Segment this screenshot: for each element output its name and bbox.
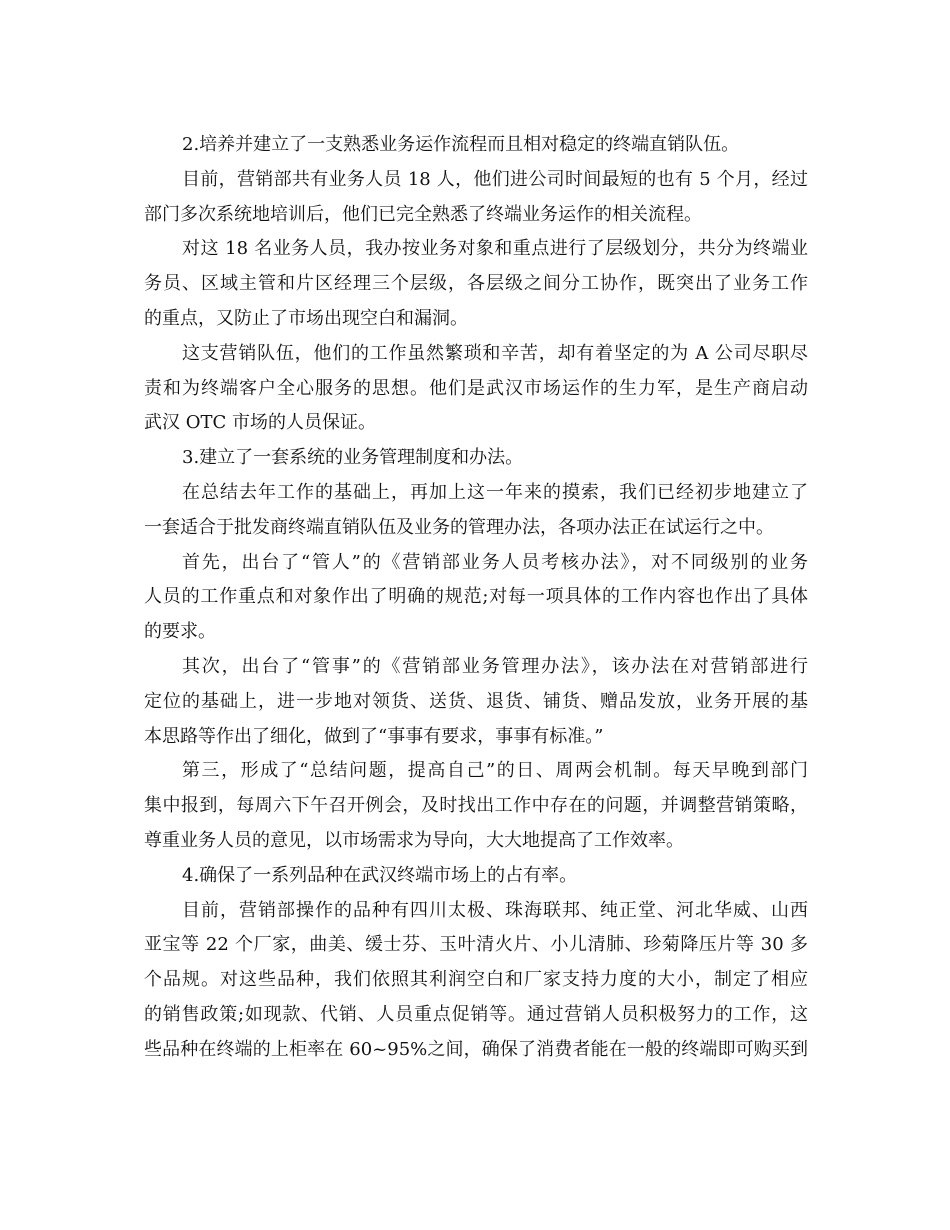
- paragraph-line: 这支营销队伍，他们的工作虽然繁琐和辛苦，却有着坚定的为 A 公司尽职尽: [182, 342, 808, 364]
- paragraph-line: 人员的工作重点和对象作出了明确的规范;对每一项具体的工作内容也作出了具体: [144, 586, 808, 608]
- section-heading-2: 2.培养并建立了一支熟悉业务运作流程而且相对稳定的终端直销队伍。: [182, 134, 740, 155]
- paragraph-line: 目前，营销部共有业务人员 18 人，他们进公司时间最短的也有 5 个月，经过: [182, 168, 808, 190]
- section-heading-4: 4.确保了一系列品种在武汉终端市场上的占有率。: [182, 864, 578, 886]
- paragraph-line: 其次，出台了“管事”的《营销部业务管理办法》，该办法在对营销部进行: [182, 655, 808, 677]
- paragraph-line: 的销售政策;如现款、代销、人员重点促销等。通过营销人员积极努力的工作，这: [144, 1003, 808, 1025]
- paragraph-line: 尊重业务人员的意见，以市场需求为导向，大大地提高了工作效率。: [144, 829, 684, 851]
- paragraph-line: 集中报到，每周六下午召开例会，及时找出工作中存在的问题，并调整营销策略，: [144, 795, 808, 817]
- paragraph-line: 务员、区域主管和片区经理三个层级，各层级之间分工协作，既突出了业务工作: [144, 273, 808, 295]
- paragraph-line: 的重点，又防止了市场出现空白和漏洞。: [144, 307, 468, 329]
- paragraph-line: 在总结去年工作的基础上，再加上这一年来的摸索，我们已经初步地建立了: [182, 481, 808, 503]
- paragraph-line: 武汉 OTC 市场的人员保证。: [144, 412, 376, 434]
- paragraph-line: 定位的基础上，进一步地对领货、送货、退货、铺货、赠品发放，业务开展的基: [144, 690, 808, 712]
- paragraph-line: 责和为终端客户全心服务的思想。他们是武汉市场运作的生力军，是生产商启动: [144, 377, 808, 399]
- paragraph-line: 的要求。: [144, 621, 216, 643]
- paragraph-line: 部门多次系统地培训后，他们已完全熟悉了终端业务运作的相关流程。: [144, 203, 702, 225]
- document-body: [144, 128, 808, 1068]
- paragraph-line: 一套适合于批发商终端直销队伍及业务的管理办法，各项办法正在试运行之中。: [144, 516, 774, 538]
- paragraph-line: 目前，营销部操作的品种有四川太极、珠海联邦、纯正堂、河北华威、山西: [182, 899, 808, 921]
- paragraph-line: 首先，出台了“管人”的《营销部业务人员考核办法》，对不同级别的业务: [182, 551, 808, 573]
- paragraph-line: 亚宝等 22 个厂家，曲美、缓士芬、玉叶清火片、小儿清肺、珍菊降压片等 30 多: [144, 934, 808, 956]
- paragraph-line: 本思路等作出了细化，做到了“事事有要求，事事有标准。”: [144, 725, 604, 747]
- paragraph-line: 些品种在终端的上柜率在 60~95%之间，确保了消费者能在一般的终端即可购买到: [144, 1038, 808, 1060]
- paragraph-line: 对这 18 名业务人员，我办按业务对象和重点进行了层级划分，共分为终端业: [182, 238, 808, 260]
- paragraph-line: 第三，形成了“总结问题，提高自己”的日、周两会机制。每天早晚到部门: [182, 760, 808, 782]
- paragraph-line: 个品规。对这些品种，我们依照其利润空白和厂家支持力度的大小，制定了相应: [144, 969, 808, 991]
- section-heading-3: 3.建立了一套系统的业务管理制度和办法。: [182, 447, 524, 469]
